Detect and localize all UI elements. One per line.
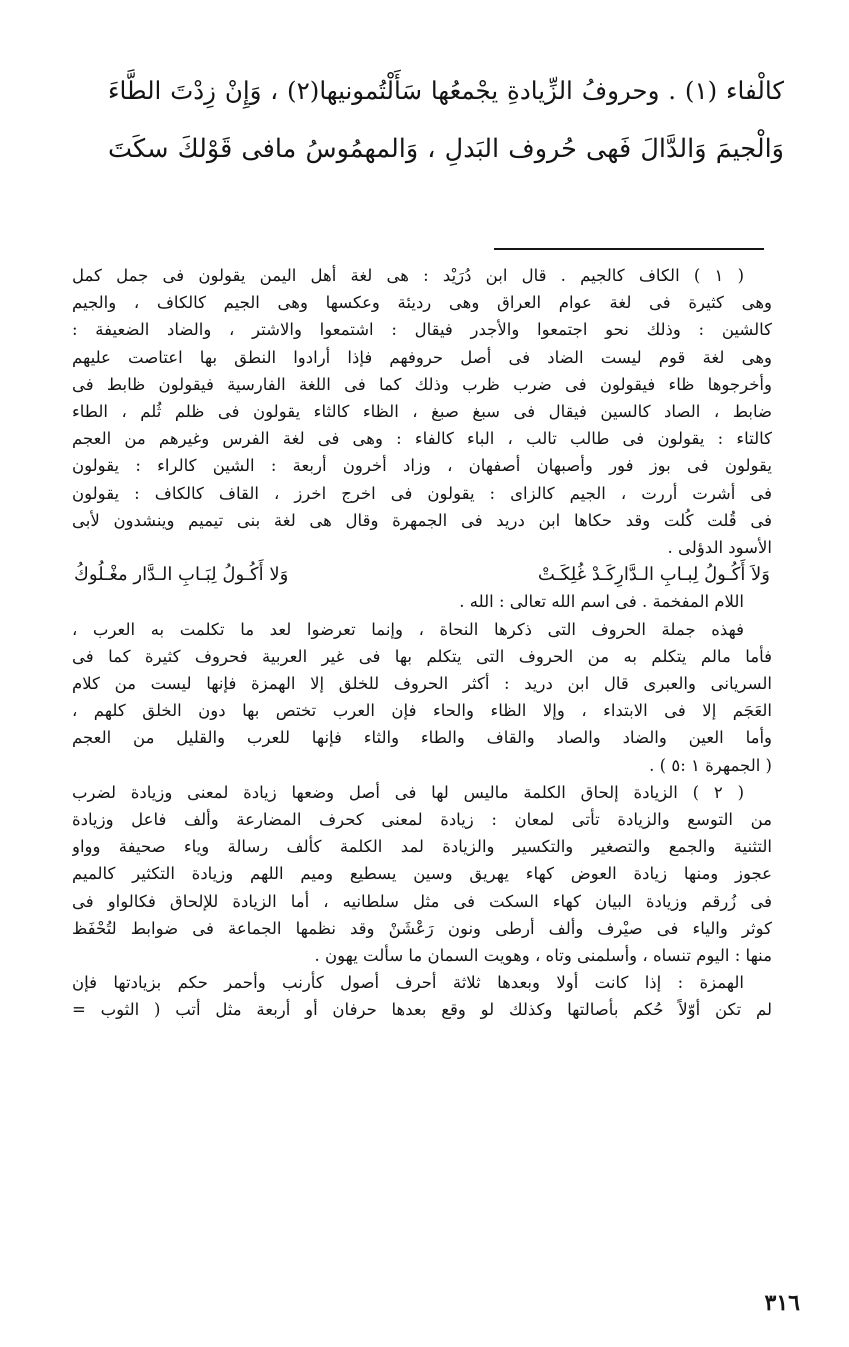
footnote-line: الأسود الدؤلى .	[667, 538, 772, 558]
verse-second-hemistich: وَلا أَكُـولُ لِبَـابِ الـدَّار مغْـلُوكُ	[74, 564, 289, 586]
footnote-line: فى قُلت كُلت وقد حكاها ابن دريد فى الجمهرة وقال هى لغة بنى تيميم وينشدون لأبى	[72, 510, 772, 530]
footnote-1	[72, 262, 772, 779]
footnote-line: وأما العين والضاد والصاد والقاف والطاء والثاء فإنها للعرب والقليل من العجم	[72, 728, 772, 748]
footnote-line: من التوسع والزيادة تأتى لمعان : زيادة لمعنى كحرف المضارعة وألف فاعل وزيادة	[72, 810, 772, 830]
footnote-line: فهذه جملة الحروف التى ذكرها النحاة ، وإنما تعرضوا لعد ما تكلمت به العرب ،	[72, 619, 744, 639]
footnote-line: فأما مالم يتكلم به من الحروف التى يتكلم بها فى غير العربية فحروف كثيرة كما فى	[72, 646, 772, 666]
main-text-line: كالْفاء (١) . وحروفُ الزِّيادةِ يجْمعُها سَأَلْتُمونيها(٢) ، وَإِنْ زِدْتَ الطَّاءَ	[108, 76, 784, 105]
footnote-line: ( الجمهرة ١ :٥ ) .	[649, 755, 772, 775]
footnote-line: التثنية والجمع والتصغير والتكسير والزيادة لمد الكلمة كألف رسالة وياء صحيفة وواو	[72, 837, 772, 857]
main-text	[108, 62, 784, 178]
footnote-line: اللام المفخمة . فى اسم الله تعالى : الله .	[459, 592, 744, 612]
main-text-line: وَالْجيمَ وَالدَّالَ فَهى حُروف البَدلِ ، وَالمهمُوسُ مافى قَوْلكَ سكَتَ	[108, 134, 784, 164]
poetry-verse	[72, 561, 772, 588]
verse-first-hemistich: وَلاَ أَكُـولُ لِبـابِ الـدَّارِكَـدْ غُلِكَـتْ	[537, 564, 770, 586]
footnote-line: كالشين : وذلك نحو اجتمعوا والأجدر فيقال : اشتمعوا والاشتر ، والضاد الضعيفة :	[72, 320, 772, 340]
footnote-line: العَجَم إلا فى الابتداء ، وإلا الظاء والحاء فإن العرب تختص بها دون الخلق كلهم ،	[72, 701, 772, 721]
footnote-line: فى أشرت أررت ، الجيم كالزاى : يقولون فى اخرج اخرز ، القاف كالكاف : يقولون	[72, 483, 772, 503]
footnote-line: وأخرجوها ظاء فيقولون فى ضرب ظرب وذلك كما فى اللغة الفارسية فيقولون ظابط فى	[72, 374, 772, 394]
footnote-line: كالتاء : يقولون فى طالب تالب ، الباء كالفاء : وهى فى لغة الفرس وغيرهم من العجم	[72, 429, 772, 449]
footnote-line: وهى كثيرة فى لغة عوام العراق وهى رديئة وعكسها وهى الجيم كالكاف ، والجيم	[72, 293, 772, 313]
footnote-line: ( ٢ ) الزيادة إلحاق الكلمة ماليس لها فى أصل وضعها زيادة لمعنى وزيادة لضرب	[72, 782, 745, 802]
footnote-line: منها : اليوم تنساه ، وأسلمنى وتاه ، وهويت السمان ما سألت يهون .	[314, 946, 772, 966]
footnote-line: الهمزة : إذا كانت أولا وبعدها ثلاثة أحرف أصول كأرنب وأحمر حكم بزيادتها فإن	[72, 973, 744, 993]
footnote-line: ( ١ ) الكاف كالجيم . قال ابن دُرَيْد : هى لغة أهل اليمن يقولون فى جمل كمل	[72, 266, 745, 285]
footnote-separator	[494, 248, 764, 250]
footnote-line: ضابط ، الصاد كالسين فيقال فى سبغ صبغ ، الظاء كالثاء يقولون فى ظلم ثُلم ، الطاء	[72, 402, 772, 422]
footnote-line: عجوز ومنها زيادة العوض كهاء يهريق وسين يسطيع وميم اللهم وزيادة التكثير كالميم	[72, 864, 772, 884]
footnote-line: يقولون فى بوز فور وأصبهان أصفهان ، وزاد أخرون أربعة : الشين كالراء : يقولون	[72, 456, 772, 476]
footnotes	[72, 262, 772, 1024]
footnote-line: لم تكن أوّلاً حُكم بأصالتها وكذلك لو وقع بعدها حرفان أو أربعة مثل أتب ( الثوب =	[72, 1000, 772, 1020]
footnote-2	[72, 779, 772, 1024]
footnote-line: فى زُرقم وزيادة البيان كهاء السكت فى مثل سلطانيه ، أما الزيادة للإلحاق فكالواو فى	[72, 891, 772, 911]
footnote-line: كوثر والياء فى صيْرف وألف أرطى ونون رَعْشَنْ وقد نظمها الجماعة فى ضوابط لتُحْفَظ	[72, 918, 772, 938]
footnote-line: السريانى والعبرى قال ابن دريد : أكثر الحروف للخلق إلا الهمزة فإنها ليست من كلام	[72, 674, 772, 694]
footnote-line: وهى لغة قوم ليست الضاد فى أصل حروفهم فإذا أرادوا النطق بها اعتاصت عليهم	[72, 347, 772, 367]
page-number: ٣١٦	[764, 1290, 800, 1316]
